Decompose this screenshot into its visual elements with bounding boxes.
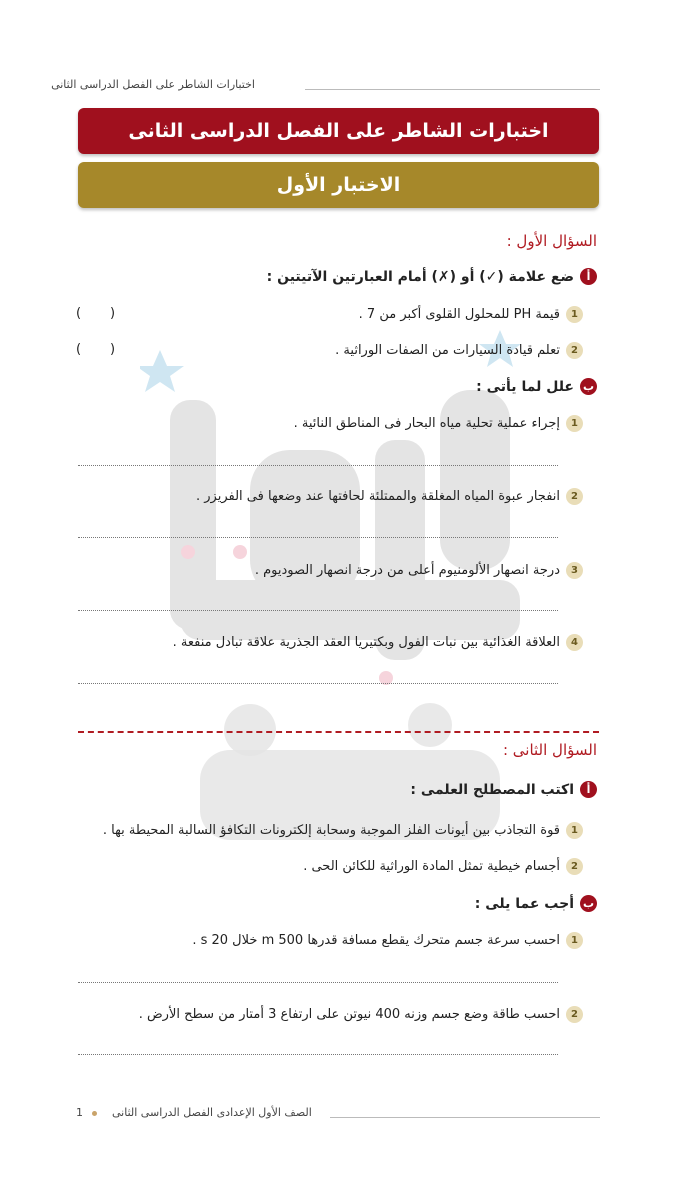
header-rule xyxy=(305,89,600,90)
q1-part-a-instruction xyxy=(267,268,597,285)
q2a-item-1 xyxy=(103,822,583,839)
q1b-item-2 xyxy=(196,488,583,505)
item-number: 2 xyxy=(566,342,583,359)
answer-line[interactable] xyxy=(78,610,558,611)
item-number: 4 xyxy=(566,634,583,651)
q2b-item-2 xyxy=(139,1006,583,1023)
footer-text: الصف الأول الإعدادى الفصل الدراسى الثانى xyxy=(112,1106,312,1119)
q2-part-b-instruction xyxy=(475,895,597,912)
item-text: العلاقة الغذائية بين نبات الفول وبكتيريا العقد الجذرية علاقة تبادل منفعة . xyxy=(172,635,560,650)
banner-title: اختبارات الشاطر على الفصل الدراسى الثانى xyxy=(78,108,599,154)
section-separator xyxy=(78,731,599,733)
item-number: 2 xyxy=(566,1006,583,1023)
q1b-item-3 xyxy=(255,562,583,579)
item-number: 2 xyxy=(566,488,583,505)
page-number: 1 xyxy=(76,1106,83,1119)
item-text: انفجار عبوة المياه المغلقة والممتلئة لحافتها عند وضعها فى الفريزر . xyxy=(196,489,560,504)
item-text: احسب طاقة وضع جسم وزنه 400 نيوتن على ارتفاع 3 أمتار من سطح الأرض . xyxy=(138,1007,560,1022)
q1-part-b-instruction xyxy=(476,378,597,395)
q1-part-a-text: ضع علامة (✓) أو (✗) أمام العبارتين الآتيتين : xyxy=(266,268,574,285)
item-number: 2 xyxy=(566,858,583,875)
answer-line[interactable] xyxy=(78,683,558,684)
item-text: احسب سرعة جسم متحرك يقطع مسافة قدرها 500 m خلال 20 s . xyxy=(192,933,560,948)
item-text: قيمة PH للمحلول القلوى أكبر من 7 . xyxy=(358,307,560,322)
item-number: 1 xyxy=(566,822,583,839)
item-number: 3 xyxy=(566,562,583,579)
part-b-badge: ب xyxy=(580,378,597,395)
answer-line[interactable] xyxy=(78,465,558,466)
answer-parentheses[interactable]: ( ) xyxy=(76,342,116,357)
question-2-heading: السؤال الثانى : xyxy=(502,741,597,759)
answer-parentheses[interactable]: ( ) xyxy=(76,306,116,321)
answer-line[interactable] xyxy=(78,982,558,983)
footer-rule xyxy=(330,1117,600,1118)
q2-part-a-instruction xyxy=(410,781,597,798)
question-1-heading: السؤال الأول : xyxy=(506,232,597,250)
item-text: أجسام خيطية تمثل المادة الوراثية للكائن الحى . xyxy=(303,859,560,874)
item-number: 1 xyxy=(566,306,583,323)
q1a-item-2 xyxy=(335,342,583,359)
answer-line[interactable] xyxy=(78,537,558,538)
q2a-item-2 xyxy=(303,858,583,875)
item-text: قوة التجاذب بين أيونات الفلز الموجبة وسحابة إلكترونات التكافؤ السالبة المحيطة بها . xyxy=(102,823,560,838)
q1-part-b-text: علل لما يأتى : xyxy=(476,378,574,395)
footer-dot xyxy=(92,1111,97,1116)
part-a-badge: أ xyxy=(580,268,597,285)
answer-line[interactable] xyxy=(78,1054,558,1055)
item-text: درجة انصهار الألومنيوم أعلى من درجة انصهار الصوديوم . xyxy=(254,563,560,578)
item-number: 1 xyxy=(566,415,583,432)
q1b-item-4 xyxy=(173,634,583,651)
item-text: تعلم قيادة السيارات من الصفات الوراثية . xyxy=(335,343,560,358)
q1a-item-1 xyxy=(359,306,583,323)
part-a-badge: أ xyxy=(580,781,597,798)
item-number: 1 xyxy=(566,932,583,949)
exam-title: الاختبار الأول xyxy=(78,162,599,208)
q2-part-a-text: اكتب المصطلح العلمى : xyxy=(410,781,574,798)
q1b-item-1 xyxy=(294,415,583,432)
part-b-badge: ب xyxy=(580,895,597,912)
q2-part-b-text: أجب عما يلى : xyxy=(474,895,574,912)
item-text: إجراء عملية تحلية مياه البحار فى المناطق النائية . xyxy=(293,416,560,431)
running-header: اختبارات الشاطر على الفصل الدراسى الثانى xyxy=(51,78,255,91)
q2b-item-1 xyxy=(192,932,583,949)
